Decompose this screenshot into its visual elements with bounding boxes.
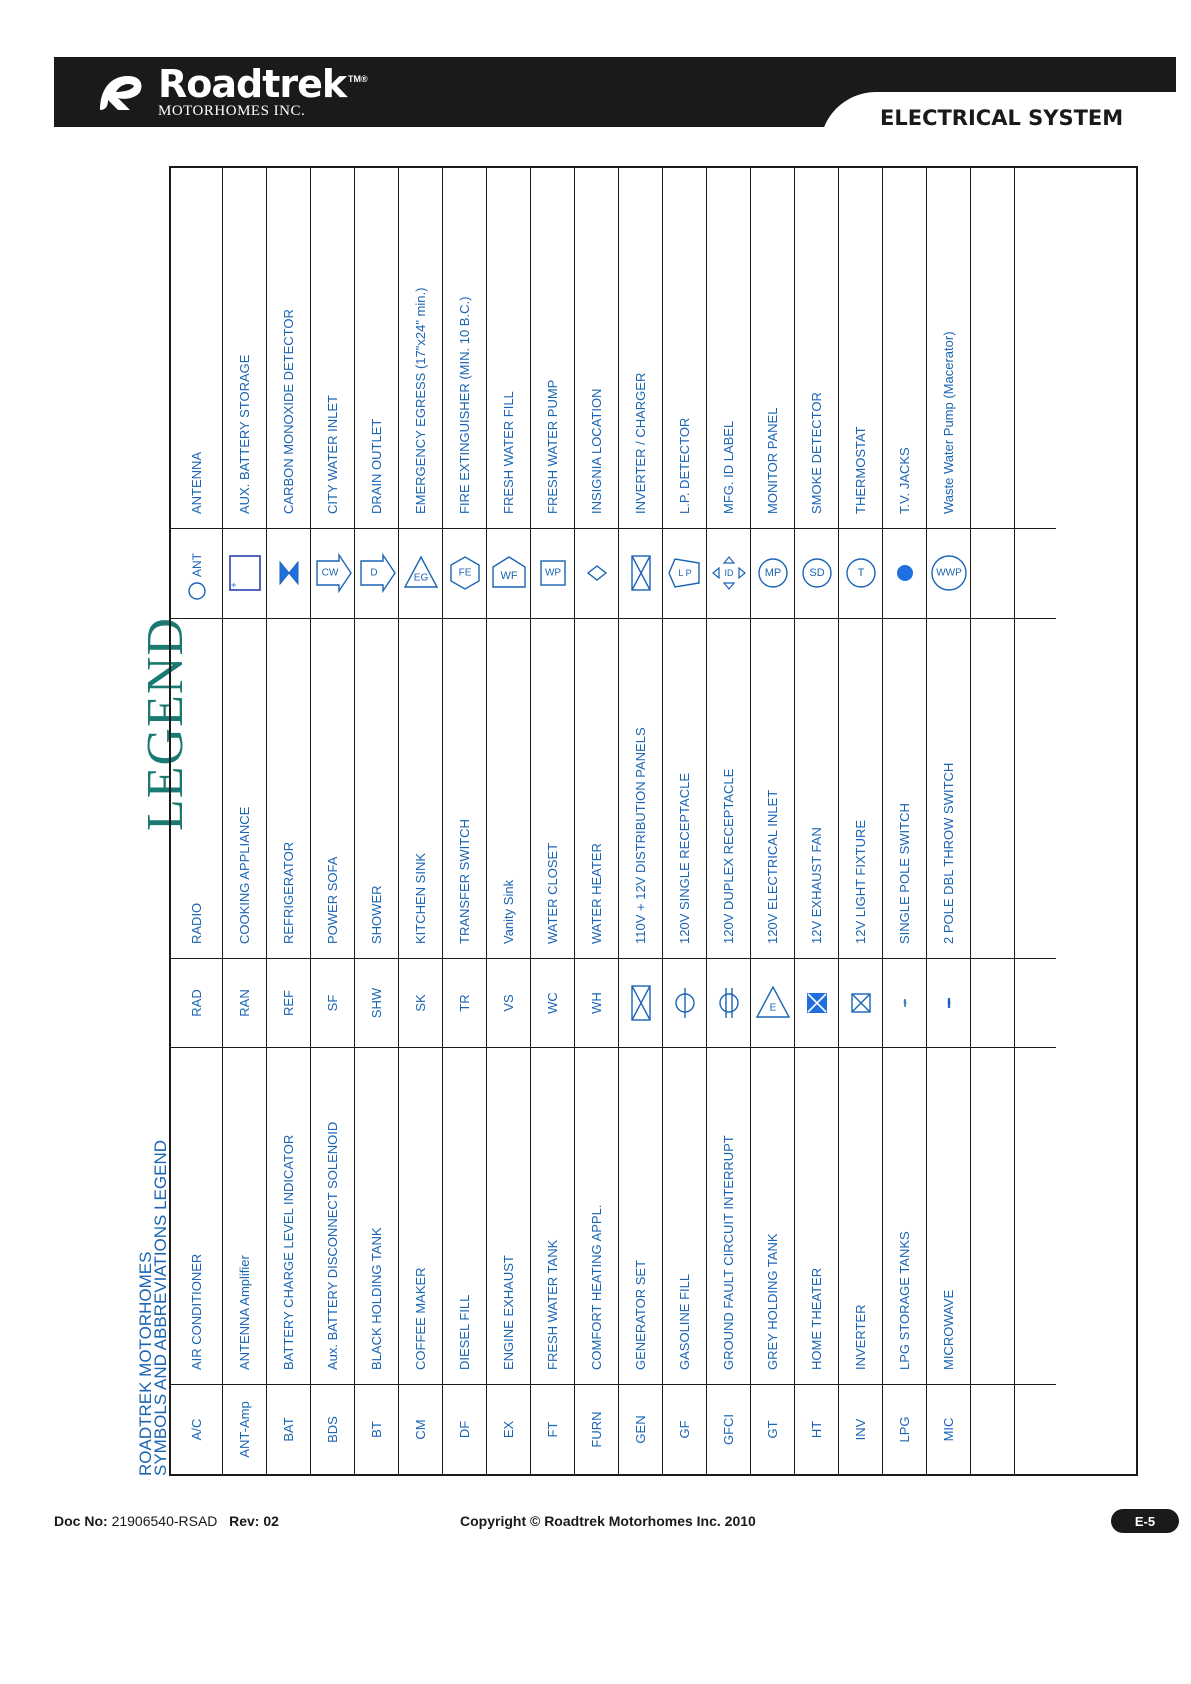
symbol-cell <box>751 958 794 1047</box>
light-fixture-icon <box>841 983 881 1023</box>
description-cell: 110V + 12V DISTRIBUTION PANELS <box>619 618 662 958</box>
abbreviation-cell: BAT <box>267 1384 310 1474</box>
symbol-label: T <box>857 567 864 580</box>
abbreviation-cell: CM <box>399 1384 442 1474</box>
footer-copyright: Copyright © Roadtrek Motorhomes Inc. 2010 <box>460 1513 756 1529</box>
description-cell: L.P. DETECTOR <box>677 417 692 514</box>
abbreviation-cell: GEN <box>619 1384 662 1474</box>
antenna-circle-icon <box>177 544 217 604</box>
symbol-cell <box>171 528 222 618</box>
symbol-cell <box>663 528 706 618</box>
abbreviation-cell: SHW <box>355 958 398 1047</box>
brand-logo <box>96 62 368 120</box>
symbol-cell <box>311 528 354 618</box>
description-cell: INSIGNIA LOCATION <box>589 388 604 514</box>
description-cell: Vanity Sink <box>487 618 530 958</box>
description-cell <box>1015 164 1056 528</box>
description-cell: KITCHEN SINK <box>399 618 442 958</box>
abbreviation-cell: EX <box>487 1384 530 1474</box>
symbol-label: WF <box>499 570 518 583</box>
description-cell: SHOWER <box>355 618 398 958</box>
symbol-cell <box>355 528 398 618</box>
description-cell: COMFORT HEATING APPL. <box>575 1047 618 1384</box>
abbreviation-cell: RAN <box>223 958 266 1047</box>
abbreviation-cell <box>1015 958 1056 1047</box>
doc-no-label: Doc No: <box>54 1513 108 1529</box>
description-cell: 120V DUPLEX RECEPTACLE <box>707 618 750 958</box>
symbol-cell <box>707 958 750 1047</box>
footer-doc-info <box>54 1513 279 1529</box>
description-cell: POWER SOFA <box>311 618 354 958</box>
legend-row <box>619 168 663 1474</box>
legend-row <box>751 168 795 1474</box>
legend-row <box>663 168 707 1474</box>
diamond-icon <box>577 554 617 594</box>
description-cell: WATER HEATER <box>575 618 618 958</box>
single-pole-switch-icon <box>885 983 925 1023</box>
legend-sheet <box>138 166 1138 1476</box>
symbol-cell <box>795 958 838 1047</box>
legend-row <box>795 168 839 1474</box>
symbol-cell <box>663 958 706 1047</box>
legend-row <box>1015 168 1056 1474</box>
abbreviation-cell: REF <box>267 958 310 1047</box>
rev-value: 02 <box>263 1513 279 1529</box>
pentagon-wf-icon <box>489 554 529 594</box>
symbol-label: FE <box>458 568 471 579</box>
symbol-cell <box>971 528 1014 618</box>
description-cell: GENERATOR SET <box>619 1047 662 1384</box>
symbol-cell <box>619 958 662 1047</box>
triangle-eg-icon <box>401 554 441 594</box>
symbol-cell <box>751 528 794 618</box>
legend-table <box>169 166 1138 1476</box>
filled-dot-icon <box>885 554 925 594</box>
triangle-e-icon <box>753 983 793 1023</box>
description-cell: INVERTER / CHARGER <box>633 372 648 514</box>
abbreviation-cell: INV <box>839 1384 882 1474</box>
description-cell: WATER CLOSET <box>531 618 574 958</box>
legend-row <box>487 168 531 1474</box>
description-cell: GROUND FAULT CIRCUIT INTERRUPT <box>707 1047 750 1384</box>
abbreviation-cell <box>1015 1384 1056 1474</box>
description-cell: SINGLE POLE SWITCH <box>883 618 926 958</box>
abbreviation-cell: LPG <box>883 1384 926 1474</box>
abbreviation-cell: HT <box>795 1384 838 1474</box>
description-cell: COFFEE MAKER <box>399 1047 442 1384</box>
symbol-label: L P <box>677 568 692 579</box>
description-cell: LPG STORAGE TANKS <box>883 1047 926 1384</box>
legend-row <box>883 168 927 1474</box>
arrows-id-icon <box>709 554 749 594</box>
legend-row <box>707 168 751 1474</box>
symbol-label: ID <box>724 568 733 579</box>
legend-row <box>839 168 883 1474</box>
description-cell: FRESH WATER FILL <box>501 391 516 514</box>
description-cell: CITY WATER INLET <box>325 395 340 514</box>
legend-row <box>171 168 223 1474</box>
legend-subheading-line1: ROADTREK MOTORHOMES <box>136 1251 155 1476</box>
symbol-cell <box>1015 528 1056 618</box>
symbol-cell <box>927 958 970 1047</box>
symbol-label: s <box>946 999 951 1007</box>
description-cell: BATTERY CHARGE LEVEL INDICATOR <box>267 1047 310 1384</box>
symbol-label: WP <box>544 568 561 579</box>
legend-row <box>311 168 355 1474</box>
double-throw-switch-icon <box>929 983 969 1023</box>
abbreviation-cell: TR <box>443 958 486 1047</box>
symbol-cell <box>927 528 970 618</box>
circle-wwp-icon <box>929 554 969 594</box>
abbreviation-cell: BT <box>355 1384 398 1474</box>
abbreviation-cell: RAD <box>171 958 222 1047</box>
symbol-label: SD <box>808 567 825 580</box>
symbol-label: E <box>769 1002 776 1014</box>
abbreviation-cell: GF <box>663 1384 706 1474</box>
description-cell: GASOLINE FILL <box>663 1047 706 1384</box>
legend-row <box>355 168 399 1474</box>
legend-subheading <box>138 1140 168 1476</box>
legend-row <box>971 168 1015 1474</box>
description-cell <box>971 164 1014 528</box>
symbol-cell <box>795 528 838 618</box>
square-wp-icon <box>533 554 573 594</box>
abbreviation-cell: A/C <box>171 1384 222 1474</box>
symbol-cell <box>883 958 926 1047</box>
abbreviation-cell: WH <box>575 958 618 1047</box>
description-cell: THERMOSTAT <box>853 426 868 514</box>
svg-text:+: + <box>228 582 239 589</box>
description-cell: RADIO <box>171 618 222 958</box>
abbreviation-cell: GFCI <box>707 1384 750 1474</box>
symbol-cell <box>707 528 750 618</box>
description-cell: 120V SINGLE RECEPTACLE <box>663 618 706 958</box>
symbol-cell <box>883 528 926 618</box>
symbol-cell <box>399 528 442 618</box>
page-number-badge: E-5 <box>1111 1509 1179 1533</box>
exhaust-fan-icon <box>797 983 837 1023</box>
circle-mp-icon <box>753 554 793 594</box>
legend-subheading-line2: SYMBOLS AND ABBREVIATIONS LEGEND <box>151 1139 170 1476</box>
pentagon-lp-icon <box>665 554 705 594</box>
symbol-cell <box>839 958 882 1047</box>
abbreviation-cell: SK <box>399 958 442 1047</box>
description-cell: EMERGENCY EGRESS (17"x24" min.) <box>413 287 428 514</box>
legend-rotated-page <box>138 166 1138 1476</box>
abbreviation-cell <box>971 1384 1014 1474</box>
description-cell: Waste Water Pump (Macerator) <box>941 331 956 514</box>
description-cell: HOME THEATER <box>795 1047 838 1384</box>
brand-name: Roadtrek <box>158 62 347 106</box>
symbol-label: EG <box>413 573 428 584</box>
description-cell: 12V LIGHT FIXTURE <box>839 618 882 958</box>
abbreviation-cell: WC <box>531 958 574 1047</box>
legend-row <box>531 168 575 1474</box>
legend-row <box>399 168 443 1474</box>
legend-row <box>267 168 311 1474</box>
description-cell: AIR CONDITIONER <box>171 1047 222 1384</box>
arrow-cw-icon <box>313 554 353 594</box>
rev-label: Rev: <box>229 1513 260 1529</box>
description-cell <box>1015 618 1056 958</box>
description-cell: ANTENNA <box>189 451 204 514</box>
panel-box-icon <box>621 983 661 1023</box>
description-cell: DRAIN OUTLET <box>369 418 384 514</box>
description-cell: FRESH WATER TANK <box>531 1047 574 1384</box>
doc-no-value: 21906540-RSAD <box>111 1513 218 1529</box>
brand-subtitle: MOTORHOMES INC. <box>158 103 306 119</box>
symbol-label: MP <box>764 567 781 580</box>
symbol-cell <box>443 528 486 618</box>
symbol-cell <box>575 528 618 618</box>
bowtie-icon <box>269 554 309 594</box>
abbreviation-cell: FT <box>531 1384 574 1474</box>
symbol-label: CW <box>321 568 338 579</box>
abbreviation-cell: MIC <box>927 1384 970 1474</box>
description-cell: DIESEL FILL <box>443 1047 486 1384</box>
description-cell: MONITOR PANEL <box>765 407 780 514</box>
symbol-cell <box>839 528 882 618</box>
legend-row <box>223 168 267 1474</box>
abbreviation-cell <box>971 958 1014 1047</box>
abbreviation-cell: FURN <box>575 1384 618 1474</box>
description-cell: FRESH WATER PUMP <box>545 379 560 514</box>
duplex-receptacle-icon <box>709 983 749 1023</box>
symbol-cell <box>487 528 530 618</box>
circle-t-icon <box>841 554 881 594</box>
single-receptacle-icon <box>665 983 705 1023</box>
description-cell: ENGINE EXHAUST <box>487 1047 530 1384</box>
description-cell: 12V EXHAUST FAN <box>795 618 838 958</box>
symbol-label: D <box>369 568 378 579</box>
symbol-cell <box>619 528 662 618</box>
abbreviation-cell: VS <box>487 958 530 1047</box>
legend-row <box>575 168 619 1474</box>
symbol-label: WWP <box>935 568 962 579</box>
description-cell: TRANSFER SWITCH <box>443 618 486 958</box>
description-cell <box>971 618 1014 958</box>
hexagon-fe-icon <box>445 554 485 594</box>
description-cell: SMOKE DETECTOR <box>809 392 824 514</box>
section-title: ELECTRICAL SYSTEM <box>880 106 1124 130</box>
symbol-cell <box>267 528 310 618</box>
symbol-cell <box>223 528 266 618</box>
symbol-label: ANT <box>189 553 204 578</box>
description-cell: MFG. ID LABEL <box>721 420 736 514</box>
legend-heading: LEGEND <box>137 617 194 831</box>
legend-row <box>443 168 487 1474</box>
description-cell: ANTENNA Amplifier <box>223 1047 266 1384</box>
description-cell: 120V ELECTRICAL INLET <box>751 618 794 958</box>
symbol-label: s <box>902 999 907 1007</box>
description-cell: COOKING APPLIANCE <box>223 618 266 958</box>
description-cell: 2 POLE DBL THROW SWITCH <box>927 618 970 958</box>
description-cell: REFRIGERATOR <box>267 618 310 958</box>
description-cell: INVERTER <box>839 1047 882 1384</box>
description-cell: BLACK HOLDING TANK <box>355 1047 398 1384</box>
description-cell <box>971 1047 1014 1384</box>
abbreviation-cell: GT <box>751 1384 794 1474</box>
description-cell: MICROWAVE <box>927 1047 970 1384</box>
symbol-cell <box>531 528 574 618</box>
roadtrek-swoosh-icon <box>96 70 146 116</box>
description-cell <box>1015 1047 1056 1384</box>
abbreviation-cell: ANT-Amp <box>223 1384 266 1474</box>
description-cell: Aux. BATTERY DISCONNECT SOLENOID <box>311 1047 354 1384</box>
description-cell: T.V. JACKS <box>897 447 912 514</box>
battery-box-icon <box>223 554 266 594</box>
abbreviation-cell: SF <box>311 958 354 1047</box>
abbreviation-cell: DF <box>443 1384 486 1474</box>
brand-trademark: TM® <box>348 74 368 84</box>
description-cell: FIRE EXTINGUISHER (MIN. 10 B.C.) <box>457 296 472 514</box>
description-cell: CARBON MONOXIDE DETECTOR <box>281 309 296 514</box>
arrow-d-icon <box>357 554 397 594</box>
cross-box-icon <box>621 554 661 594</box>
abbreviation-cell: BDS <box>311 1384 354 1474</box>
circle-sd-icon <box>797 554 837 594</box>
description-cell: GREY HOLDING TANK <box>751 1047 794 1384</box>
legend-row <box>927 168 971 1474</box>
description-cell: AUX. BATTERY STORAGE <box>237 354 252 514</box>
